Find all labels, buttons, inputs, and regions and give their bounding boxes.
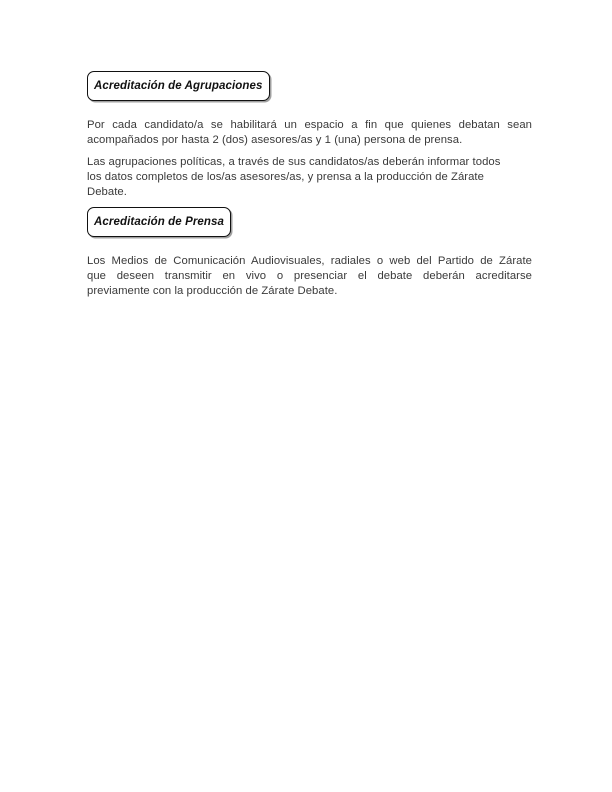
section-heading-prensa: Acreditación de Prensa — [94, 216, 225, 228]
paragraph-espacio-candidato: Por cada candidato/a se habilitará un espacio a fin que quienes debatan sean acompañados por hasta 2 (dos) asesores/as y 1 (una) persona de prensa. — [87, 119, 532, 146]
heading-box-prensa — [87, 207, 231, 237]
paragraph-agrupaciones-datos: Las agrupaciones políticas, a través de sus candidatos/as deberán informar todos los datos completos de los/as asesores/as, y prensa a la producción de Zárate Debate. — [87, 156, 501, 198]
section-heading-agrupaciones: Acreditación de Agrupaciones — [94, 80, 263, 92]
paragraph-medios-comunicacion: Los Medios de Comunicación Audiovisuales, radiales o web del Partido de Zárate que deseen transmitir en vivo o presenciar el debate deberán acreditarse previamente con la producción de Zárate Debate. — [87, 255, 532, 297]
heading-box-agrupaciones — [87, 71, 270, 101]
